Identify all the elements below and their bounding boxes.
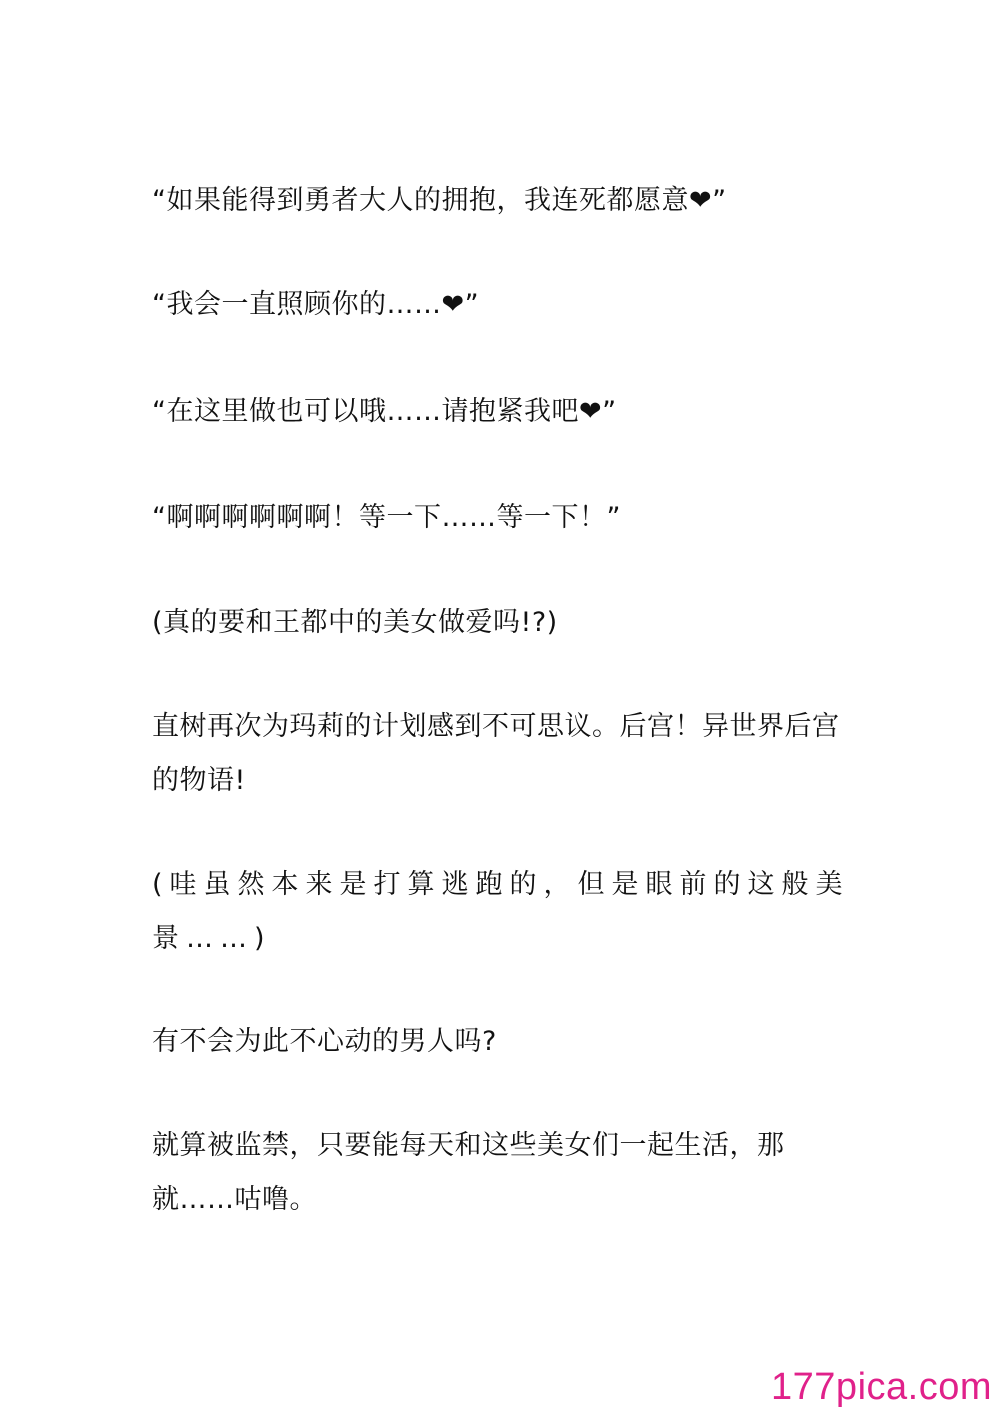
paragraph-6: 直树再次为玛莉的计划感到不可思议。后宫！异世界后宫的物语! <box>152 711 840 796</box>
paragraph-3: “在这里做也可以哦……请抱紧我吧❤” <box>152 396 617 427</box>
paragraph-1: “如果能得到勇者大人的拥抱，我连死都愿意❤” <box>152 185 727 216</box>
paragraph-9: 就算被监禁，只要能每天和这些美女们一起生活，那就……咕噜。 <box>152 1130 785 1215</box>
paragraph-4: “啊啊啊啊啊啊！等一下……等一下！” <box>152 502 621 533</box>
paragraph-8: 有不会为此不心动的男人吗? <box>152 1026 497 1057</box>
paragraph-5: (真的要和王都中的美女做爱吗!?) <box>152 607 558 638</box>
paragraph-7: (哇虽然本来是打算逃跑的，但是眼前的这般美景……) <box>152 869 850 954</box>
paragraph-2: “我会一直照顾你的……❤” <box>152 289 480 320</box>
watermark-logo: 177pica.com <box>771 1366 992 1408</box>
